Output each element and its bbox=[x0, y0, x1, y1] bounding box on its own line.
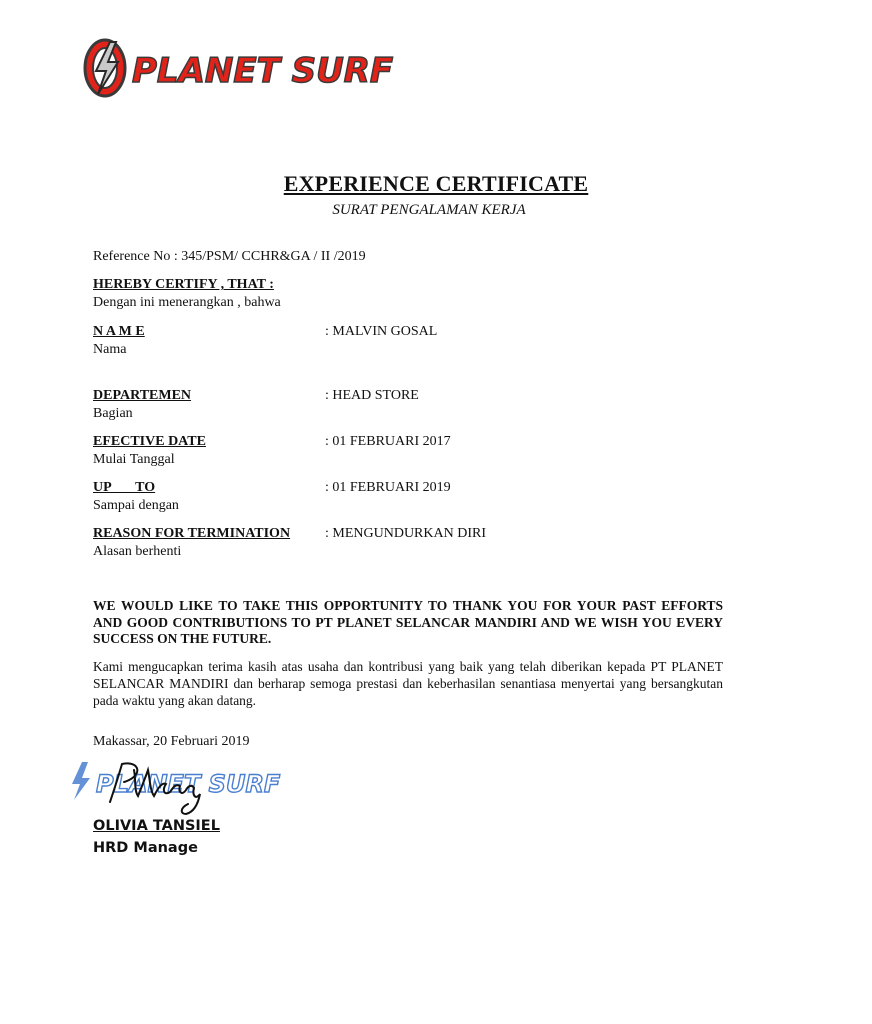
up-to-label: UP TO bbox=[93, 480, 156, 495]
thank-you-paragraph-id: Kami mengucapkan terima kasih atas usaha dan kontribusi yang baik yang telah diberikan kepada PT PLANET SELANCAR MANDIRI dan berharap semoga prestasi dan keberhasilan senantiasa menyertai yang bersangkutan pada waktu yang akan datang. bbox=[93, 659, 723, 708]
hereby-certify-subtext: Dengan ini menerangkan , bahwa bbox=[93, 295, 281, 310]
department-label: DEPARTEMEN bbox=[93, 388, 192, 403]
signer-title: HRD Manage bbox=[93, 840, 198, 856]
page-title: EXPERIENCE CERTIFICATE bbox=[283, 171, 589, 196]
svg-text:PLANET SURF: PLANET SURF bbox=[96, 770, 281, 798]
termination-reason-value: : MENGUNDURKAN DIRI bbox=[325, 526, 486, 541]
page-subtitle: SURAT PENGALAMAN KERJA bbox=[332, 202, 526, 218]
place-and-date: Makassar, 20 Februari 2019 bbox=[93, 734, 250, 749]
termination-reason-sublabel: Alasan berhenti bbox=[93, 544, 182, 559]
name-label: N A M E bbox=[93, 324, 145, 339]
termination-reason-label: REASON FOR TERMINATION bbox=[93, 526, 291, 541]
reference-number: Reference No : 345/PSM/ CCHR&GA / II /2019 bbox=[93, 249, 366, 264]
effective-date-sublabel: Mulai Tanggal bbox=[93, 452, 175, 467]
up-to-value: : 01 FEBRUARI 2019 bbox=[325, 480, 451, 495]
department-value: : HEAD STORE bbox=[325, 388, 419, 403]
department-sublabel: Bagian bbox=[93, 406, 133, 421]
effective-date-value: : 01 FEBRUARI 2017 bbox=[325, 434, 451, 449]
up-to-sublabel: Sampai dengan bbox=[93, 498, 179, 513]
signer-name: OLIVIA TANSIEL bbox=[93, 818, 220, 834]
name-value: : MALVIN GOSAL bbox=[325, 324, 438, 339]
name-sublabel: Nama bbox=[93, 342, 127, 357]
thank-you-paragraph-en: WE WOULD LIKE TO TAKE THIS OPPORTUNITY TO THANK YOU FOR YOUR PAST EFFORTS AND GOOD CONTRIBUTIONS TO PT PLANET SELANCAR MANDIRI AND WE WISH YOU EVERY SUCCESS ON THE FUTURE. bbox=[93, 598, 723, 646]
signature bbox=[100, 756, 220, 818]
effective-date-label: EFECTIVE DATE bbox=[93, 434, 206, 449]
svg-text:PLANET SURF: PLANET SURF bbox=[132, 51, 394, 91]
hereby-certify-heading: HEREBY CERTIFY , THAT : bbox=[93, 277, 274, 292]
planet-surf-logo bbox=[80, 36, 394, 100]
